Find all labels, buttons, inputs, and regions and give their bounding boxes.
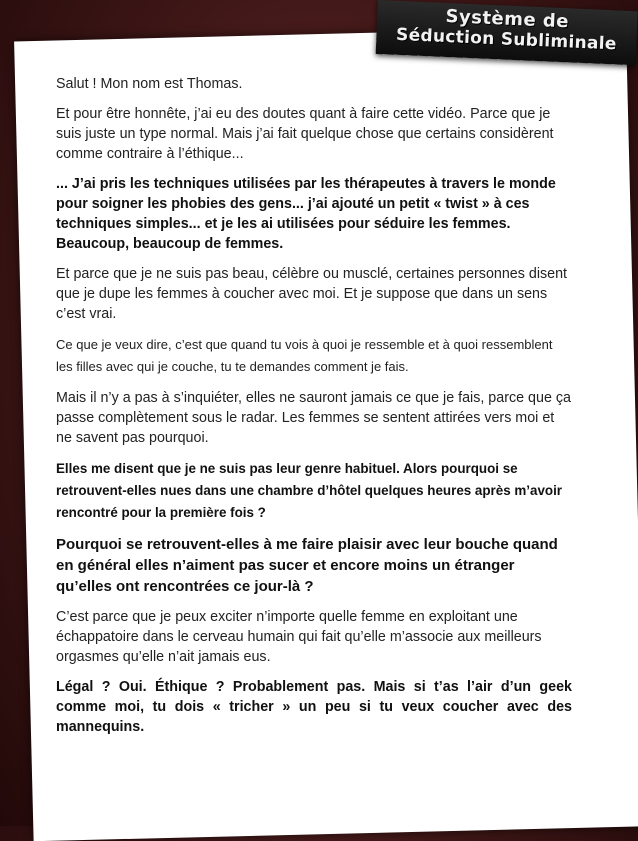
- paragraph-techniques: ... J’ai pris les techniques utilisées par les thérapeutes à travers le monde pour soigner les phobies des gens... j’ai ajouté un petit « twist » à ces techniques simples... et je les ai utilisées pour séduire les femmes. Beaucoup, beaucoup de femmes.: [56, 176, 556, 252]
- paragraph-brain-loophole: C’est parce que je peux exciter n’importe quelle femme en exploitant une échappatoire dans le cerveau humain qui fait qu’elle m’associe aux meilleurs orgasmes qu’elle n’ait jamais eus.: [56, 609, 542, 665]
- title-banner: [376, 0, 638, 65]
- document-body: [56, 74, 572, 747]
- paragraph-not-handsome: Et parce que je ne suis pas beau, célèbre ou musclé, certaines personnes disent que je dupe les femmes à coucher avec moi. Et je suppose que dans un sens c’est vrai.: [56, 266, 568, 322]
- paragraph-how-i-do-it: Ce que je veux dire, c’est que quand tu vois à quoi je ressemble et à quoi ressemblent les filles avec qui je couche, tu te demandes comment je fais.: [56, 337, 553, 374]
- paragraph-greeting: Salut ! Mon nom est Thomas.: [56, 76, 243, 92]
- paragraph-legal-ethical: Légal ? Oui. Éthique ? Probablement pas. Mais si t’as l’air d’un geek comme moi, tu dois « tricher » un peu si tu veux coucher avec des mannequins.: [56, 679, 572, 735]
- banner-title-line2: Séduction Subliminale: [395, 24, 618, 55]
- paragraph-why-question: Pourquoi se retrouvent-elles à me faire plaisir avec leur bouche quand en général elles n’aiment pas sucer et encore moins un étranger qu’elles ont rencontrées ce jour-là ?: [56, 536, 558, 595]
- paragraph-not-usual-type: Elles me disent que je ne suis pas leur genre habituel. Alors pourquoi se retrouvent-elles nues dans une chambre d’hôtel quelques heures après m’avoir rencontré pour la première fois ?: [56, 461, 563, 520]
- banner-title-line1: Système de: [445, 5, 570, 33]
- paragraph-doubts: Et pour être honnête, j’ai eu des doutes quant à faire cette vidéo. Parce que je suis juste un type normal. Mais j’ai fait quelque chose que certains considèrent comme contraire à l’éthique...: [56, 106, 554, 162]
- paragraph-under-radar: Mais il n’y a pas à s’inquiéter, elles ne sauront jamais ce que je fais, parce que ça passe complètement sous le radar. Les femmes se sentent attirées vers moi et ne savent pas pourquoi.: [56, 390, 571, 446]
